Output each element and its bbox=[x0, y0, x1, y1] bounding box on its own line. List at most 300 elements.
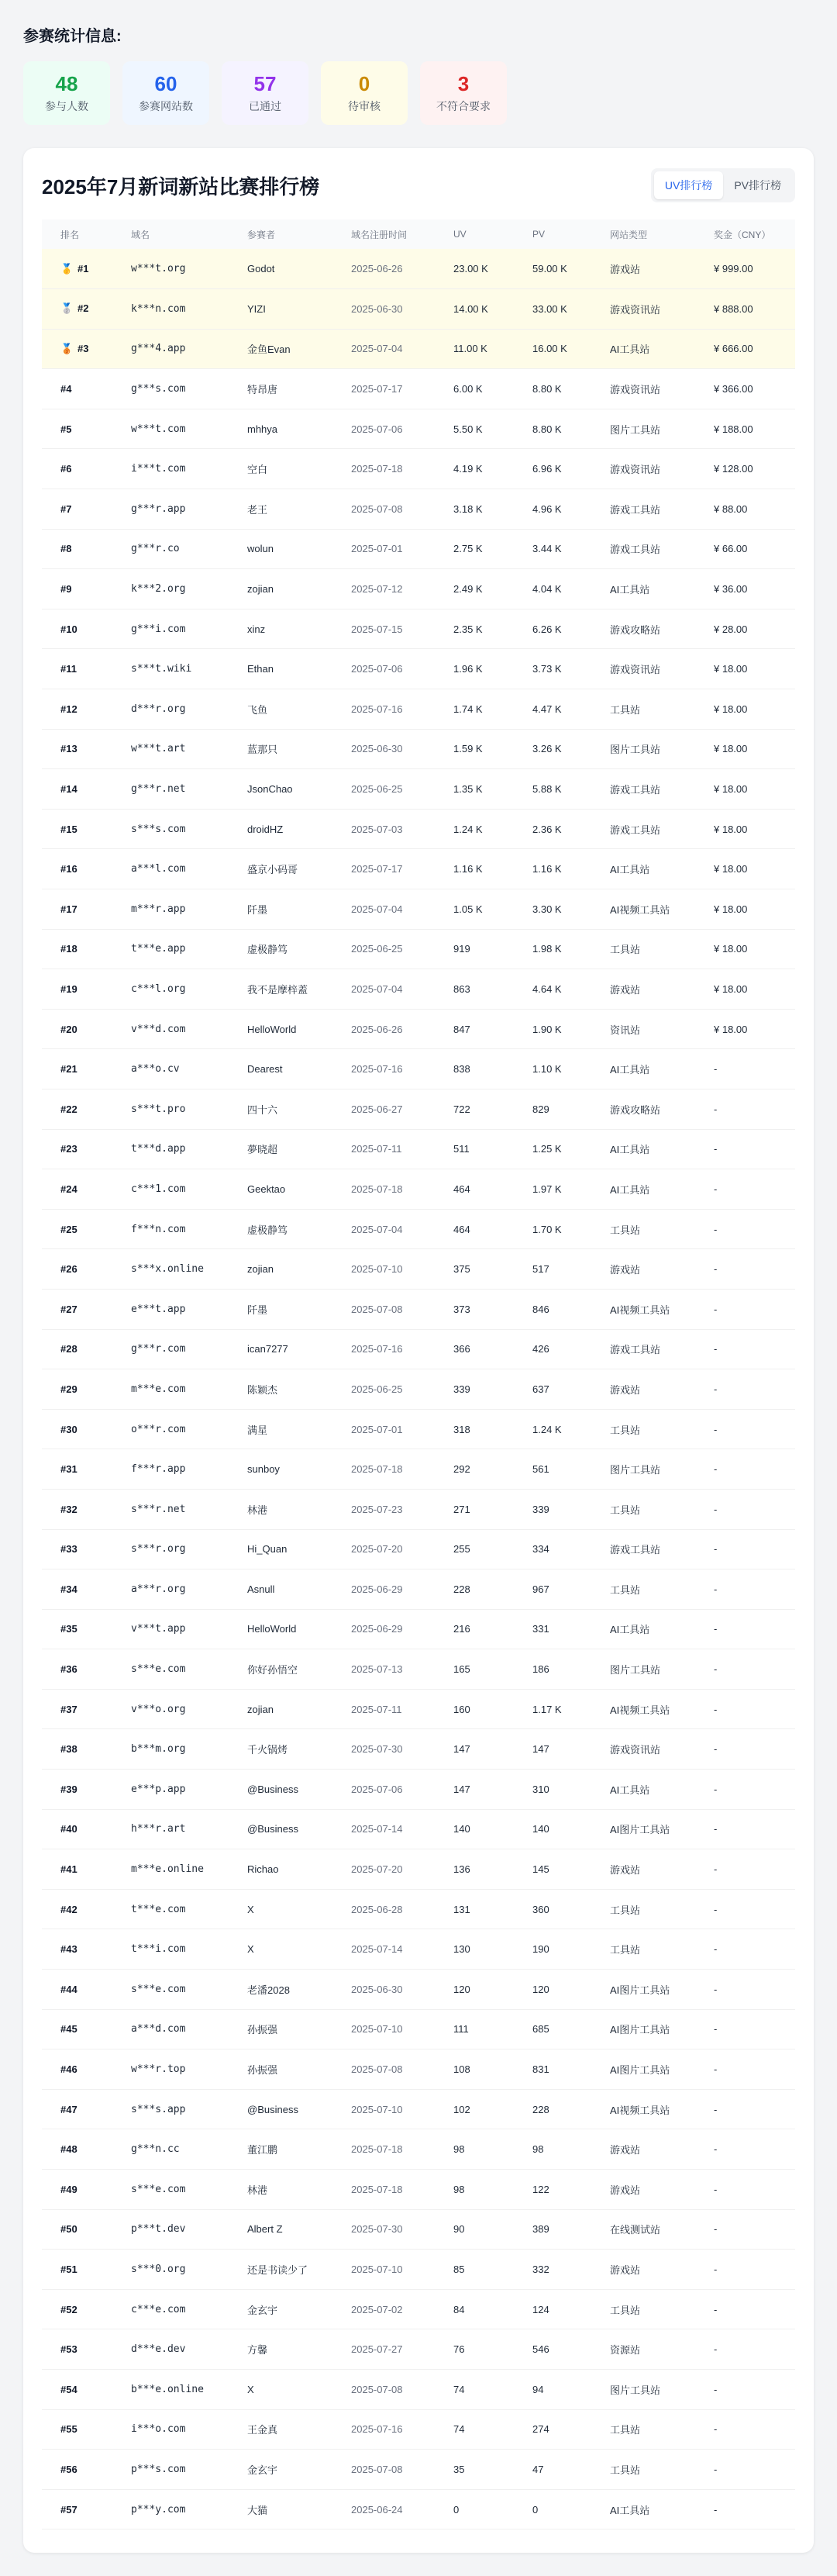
rank-cell: #47 bbox=[42, 2089, 112, 2129]
domain-cell: v***o.org bbox=[112, 1689, 229, 1729]
domain-cell: s***s.com bbox=[112, 809, 229, 849]
table-row bbox=[42, 969, 795, 1010]
domain-cell: t***e.app bbox=[112, 929, 229, 969]
uv-cell: 1.16 K bbox=[435, 849, 514, 889]
player-cell: zojian bbox=[229, 1249, 332, 1290]
domain-cell: v***d.com bbox=[112, 1009, 229, 1049]
table-row bbox=[42, 1689, 795, 1729]
domain-cell: s***s.app bbox=[112, 2089, 229, 2129]
prize-cell: - bbox=[695, 1770, 795, 1810]
prize-cell: ¥ 18.00 bbox=[695, 969, 795, 1010]
table-row bbox=[42, 2049, 795, 2090]
table-row bbox=[42, 2089, 795, 2129]
player-cell: mhhya bbox=[229, 409, 332, 449]
site-type-cell: 图片工具站 bbox=[591, 409, 695, 449]
uv-cell: 863 bbox=[435, 969, 514, 1010]
domain-cell: c***1.com bbox=[112, 1169, 229, 1210]
prize-cell: - bbox=[695, 2289, 795, 2329]
rank-cell: #15 bbox=[42, 809, 112, 849]
prize-cell: - bbox=[695, 2329, 795, 2370]
rank-cell: #11 bbox=[42, 649, 112, 689]
prize-cell: - bbox=[695, 1209, 795, 1249]
reg-date-cell: 2025-07-27 bbox=[332, 2329, 435, 2370]
site-type-cell: 资源站 bbox=[591, 2329, 695, 2370]
prize-cell: - bbox=[695, 1929, 795, 1970]
prize-cell: - bbox=[695, 1369, 795, 1410]
reg-date-cell: 2025-07-23 bbox=[332, 1489, 435, 1529]
pv-cell: 332 bbox=[514, 2250, 591, 2290]
rank-cell: #56 bbox=[42, 2450, 112, 2490]
rank-cell bbox=[42, 249, 112, 289]
uv-cell: 464 bbox=[435, 1169, 514, 1210]
prize-cell: ¥ 18.00 bbox=[695, 1009, 795, 1049]
pv-cell: 6.26 K bbox=[514, 609, 591, 649]
prize-cell: - bbox=[695, 2089, 795, 2129]
col-header-prize: 奖金（CNY） bbox=[714, 229, 771, 240]
prize-cell: ¥ 18.00 bbox=[695, 929, 795, 969]
player-cell: 方馨 bbox=[229, 2329, 332, 2370]
reg-date-cell: 2025-07-30 bbox=[332, 1729, 435, 1770]
pv-cell: 1.97 K bbox=[514, 1169, 591, 1210]
player-cell: Geektao bbox=[229, 1169, 332, 1210]
reg-date-cell: 2025-07-01 bbox=[332, 529, 435, 569]
reg-date-cell: 2025-07-30 bbox=[332, 2209, 435, 2250]
rank-cell: #10 bbox=[42, 609, 112, 649]
player-cell: @Business bbox=[229, 1770, 332, 1810]
table-row bbox=[42, 1770, 795, 1810]
prize-cell: - bbox=[695, 2049, 795, 2090]
uv-cell: 98 bbox=[435, 2129, 514, 2170]
player-cell: sunboy bbox=[229, 1449, 332, 1490]
rank-cell: #20 bbox=[42, 1009, 112, 1049]
rank-cell: #22 bbox=[42, 1089, 112, 1129]
table-row bbox=[42, 2409, 795, 2450]
domain-cell: g***r.net bbox=[112, 769, 229, 810]
pv-cell: 2.36 K bbox=[514, 809, 591, 849]
site-type-cell: AI工具站 bbox=[591, 1049, 695, 1089]
pv-cell: 145 bbox=[514, 1849, 591, 1890]
domain-cell: a***d.com bbox=[112, 2009, 229, 2049]
domain-cell: p***y.com bbox=[112, 2489, 229, 2529]
reg-date-cell: 2025-07-08 bbox=[332, 1289, 435, 1329]
player-cell: YIZI bbox=[229, 289, 332, 330]
uv-cell: 1.24 K bbox=[435, 809, 514, 849]
prize-cell: - bbox=[695, 1849, 795, 1890]
site-type-cell: AI视频工具站 bbox=[591, 1689, 695, 1729]
player-cell: 虚极静笃 bbox=[229, 1209, 332, 1249]
player-cell: 阡墨 bbox=[229, 1289, 332, 1329]
site-type-cell: AI工具站 bbox=[591, 2489, 695, 2529]
pv-cell: 546 bbox=[514, 2329, 591, 2370]
table-row bbox=[42, 729, 795, 769]
prize-cell: ¥ 366.00 bbox=[695, 369, 795, 409]
reg-date-cell: 2025-07-17 bbox=[332, 369, 435, 409]
site-type-cell: AI视频工具站 bbox=[591, 889, 695, 930]
col-header-site-type: 网站类型 bbox=[610, 229, 648, 240]
player-cell: JsonChao bbox=[229, 769, 332, 810]
table-row bbox=[42, 2289, 795, 2329]
uv-cell: 1.35 K bbox=[435, 769, 514, 810]
table-row bbox=[42, 1809, 795, 1849]
uv-cell: 102 bbox=[435, 2089, 514, 2129]
reg-date-cell: 2025-07-10 bbox=[332, 1249, 435, 1290]
prize-cell: ¥ 18.00 bbox=[695, 649, 795, 689]
domain-cell: s***x.online bbox=[112, 1249, 229, 1290]
pv-cell: 8.80 K bbox=[514, 409, 591, 449]
prize-cell: - bbox=[695, 1649, 795, 1690]
prize-cell: - bbox=[695, 1249, 795, 1290]
stat-card-pending bbox=[321, 61, 408, 125]
prize-cell: - bbox=[695, 1729, 795, 1770]
table-row bbox=[42, 1729, 795, 1770]
domain-cell: f***r.app bbox=[112, 1449, 229, 1490]
domain-cell: w***t.org bbox=[112, 249, 229, 289]
reg-date-cell: 2025-07-08 bbox=[332, 2450, 435, 2490]
table-row bbox=[42, 609, 795, 649]
rank-cell: #17 bbox=[42, 889, 112, 930]
table-row bbox=[42, 1249, 795, 1290]
domain-cell: p***s.com bbox=[112, 2450, 229, 2490]
uv-cell: 165 bbox=[435, 1649, 514, 1690]
player-cell: 老潘2028 bbox=[229, 1970, 332, 2010]
prize-cell: - bbox=[695, 2250, 795, 2290]
table-header-row bbox=[42, 219, 795, 249]
pv-cell: 120 bbox=[514, 1970, 591, 2010]
uv-cell: 147 bbox=[435, 1770, 514, 1810]
domain-cell: s***e.com bbox=[112, 1649, 229, 1690]
reg-date-cell: 2025-06-30 bbox=[332, 289, 435, 330]
domain-cell: t***e.com bbox=[112, 1889, 229, 1929]
table-row bbox=[42, 1009, 795, 1049]
site-type-cell: 工具站 bbox=[591, 2409, 695, 2450]
prize-cell: ¥ 128.00 bbox=[695, 449, 795, 489]
uv-cell: 130 bbox=[435, 1929, 514, 1970]
reg-date-cell: 2025-06-25 bbox=[332, 769, 435, 810]
table-row bbox=[42, 569, 795, 609]
pv-cell: 147 bbox=[514, 1729, 591, 1770]
pv-cell: 331 bbox=[514, 1609, 591, 1649]
prize-cell: - bbox=[695, 2009, 795, 2049]
prize-cell: - bbox=[695, 1169, 795, 1210]
site-type-cell: 工具站 bbox=[591, 2289, 695, 2329]
site-type-cell: 游戏资讯站 bbox=[591, 649, 695, 689]
player-cell: 董江鹏 bbox=[229, 2129, 332, 2170]
player-cell: 陈颖杰 bbox=[229, 1369, 332, 1410]
site-type-cell: AI工具站 bbox=[591, 1770, 695, 1810]
uv-cell: 90 bbox=[435, 2209, 514, 2250]
reg-date-cell: 2025-07-11 bbox=[332, 1689, 435, 1729]
table-row bbox=[42, 2450, 795, 2490]
table-row bbox=[42, 1569, 795, 1610]
uv-cell: 318 bbox=[435, 1409, 514, 1449]
pv-cell: 94 bbox=[514, 2369, 591, 2409]
uv-cell: 23.00 K bbox=[435, 249, 514, 289]
domain-cell: s***0.org bbox=[112, 2250, 229, 2290]
leaderboard-title: 2025年7月新词新站比赛排行榜 bbox=[42, 174, 320, 199]
pv-cell: 3.44 K bbox=[514, 529, 591, 569]
uv-cell: 464 bbox=[435, 1209, 514, 1249]
domain-cell: g***s.com bbox=[112, 369, 229, 409]
rank-cell: #19 bbox=[42, 969, 112, 1010]
table-row bbox=[42, 449, 795, 489]
player-cell: 老王 bbox=[229, 489, 332, 530]
rank-cell: #44 bbox=[42, 1970, 112, 2010]
domain-cell: e***t.app bbox=[112, 1289, 229, 1329]
player-cell: wolun bbox=[229, 529, 332, 569]
pv-cell: 3.26 K bbox=[514, 729, 591, 769]
table-row bbox=[42, 649, 795, 689]
player-cell: 千火锅烤 bbox=[229, 1729, 332, 1770]
reg-date-cell: 2025-06-30 bbox=[332, 1970, 435, 2010]
domain-cell: g***i.com bbox=[112, 609, 229, 649]
domain-cell: a***o.cv bbox=[112, 1049, 229, 1089]
rank-cell: #57 bbox=[42, 2489, 112, 2529]
table-row bbox=[42, 2129, 795, 2170]
pv-cell: 5.88 K bbox=[514, 769, 591, 810]
reg-date-cell: 2025-07-18 bbox=[332, 2129, 435, 2170]
rank-cell: #14 bbox=[42, 769, 112, 810]
site-type-cell: 工具站 bbox=[591, 689, 695, 730]
site-type-cell: 工具站 bbox=[591, 2450, 695, 2490]
rank-cell: #50 bbox=[42, 2209, 112, 2250]
rank-cell: #53 bbox=[42, 2329, 112, 2370]
leaderboard-header bbox=[42, 168, 795, 202]
site-type-cell: AI工具站 bbox=[591, 1609, 695, 1649]
site-type-cell: 工具站 bbox=[591, 929, 695, 969]
uv-cell: 74 bbox=[435, 2409, 514, 2450]
player-cell: 大猫 bbox=[229, 2489, 332, 2529]
uv-cell: 0 bbox=[435, 2489, 514, 2529]
player-cell: HelloWorld bbox=[229, 1009, 332, 1049]
rank-cell: #42 bbox=[42, 1889, 112, 1929]
reg-date-cell: 2025-07-14 bbox=[332, 1929, 435, 1970]
table-row bbox=[42, 1970, 795, 2010]
reg-date-cell: 2025-07-03 bbox=[332, 809, 435, 849]
rank-cell: #49 bbox=[42, 2170, 112, 2210]
site-type-cell: 游戏资讯站 bbox=[591, 1729, 695, 1770]
table-row bbox=[42, 2170, 795, 2210]
site-type-cell: AI图片工具站 bbox=[591, 2049, 695, 2090]
table-row bbox=[42, 689, 795, 730]
site-type-cell: 工具站 bbox=[591, 1489, 695, 1529]
player-cell: 蓝那只 bbox=[229, 729, 332, 769]
uv-cell: 98 bbox=[435, 2170, 514, 2210]
rank-cell: #32 bbox=[42, 1489, 112, 1529]
prize-cell: - bbox=[695, 1329, 795, 1369]
pv-cell: 846 bbox=[514, 1289, 591, 1329]
prize-cell: ¥ 18.00 bbox=[695, 849, 795, 889]
domain-cell: g***r.app bbox=[112, 489, 229, 530]
reg-date-cell: 2025-07-18 bbox=[332, 449, 435, 489]
player-cell: 王金真 bbox=[229, 2409, 332, 2450]
domain-cell: m***e.com bbox=[112, 1369, 229, 1410]
domain-cell: g***n.cc bbox=[112, 2129, 229, 2170]
uv-cell: 140 bbox=[435, 1809, 514, 1849]
domain-cell: g***r.com bbox=[112, 1329, 229, 1369]
col-header-domain: 域名 bbox=[131, 229, 150, 240]
player-cell: 夢晓超 bbox=[229, 1129, 332, 1169]
pv-cell: 1.10 K bbox=[514, 1049, 591, 1089]
prize-cell: - bbox=[695, 1409, 795, 1449]
uv-cell: 2.75 K bbox=[435, 529, 514, 569]
reg-date-cell: 2025-07-20 bbox=[332, 1529, 435, 1569]
table-row bbox=[42, 2329, 795, 2370]
site-type-cell: 图片工具站 bbox=[591, 1449, 695, 1490]
tab-uv-ranking[interactable]: UV排行榜 bbox=[654, 171, 723, 199]
uv-cell: 6.00 K bbox=[435, 369, 514, 409]
prize-cell: ¥ 18.00 bbox=[695, 889, 795, 930]
prize-cell: ¥ 888.00 bbox=[695, 289, 795, 330]
site-type-cell: 游戏工具站 bbox=[591, 809, 695, 849]
reg-date-cell: 2025-07-02 bbox=[332, 2289, 435, 2329]
prize-cell: ¥ 18.00 bbox=[695, 729, 795, 769]
site-type-cell: 游戏资讯站 bbox=[591, 449, 695, 489]
rank-cell: #48 bbox=[42, 2129, 112, 2170]
stat-value: 3 bbox=[457, 72, 470, 95]
site-type-cell: 游戏站 bbox=[591, 2129, 695, 2170]
col-header-rank: 排名 bbox=[60, 229, 80, 240]
table-row bbox=[42, 929, 795, 969]
medal-icon: 🥈 bbox=[60, 302, 74, 315]
pv-cell: 47 bbox=[514, 2450, 591, 2490]
uv-cell: 160 bbox=[435, 1689, 514, 1729]
prize-cell: ¥ 66.00 bbox=[695, 529, 795, 569]
player-cell: Asnull bbox=[229, 1569, 332, 1610]
prize-cell: - bbox=[695, 1449, 795, 1490]
rank-cell: #39 bbox=[42, 1770, 112, 1810]
prize-cell: ¥ 18.00 bbox=[695, 769, 795, 810]
reg-date-cell: 2025-07-06 bbox=[332, 649, 435, 689]
uv-cell: 366 bbox=[435, 1329, 514, 1369]
prize-cell: - bbox=[695, 1529, 795, 1569]
site-type-cell: 图片工具站 bbox=[591, 2369, 695, 2409]
reg-date-cell: 2025-07-08 bbox=[332, 2049, 435, 2090]
site-type-cell: 工具站 bbox=[591, 1569, 695, 1610]
site-type-cell: 工具站 bbox=[591, 1209, 695, 1249]
site-type-cell: 图片工具站 bbox=[591, 729, 695, 769]
site-type-cell: AI工具站 bbox=[591, 1129, 695, 1169]
table-row bbox=[42, 2250, 795, 2290]
stats-row bbox=[23, 61, 814, 125]
reg-date-cell: 2025-07-08 bbox=[332, 489, 435, 530]
prize-cell: ¥ 28.00 bbox=[695, 609, 795, 649]
leaderboard-table bbox=[42, 219, 795, 2529]
pv-cell: 4.64 K bbox=[514, 969, 591, 1010]
table-row bbox=[42, 1209, 795, 1249]
player-cell: 孙振强 bbox=[229, 2009, 332, 2049]
rank-cell: #41 bbox=[42, 1849, 112, 1890]
prize-cell: - bbox=[695, 1569, 795, 1610]
reg-date-cell: 2025-07-13 bbox=[332, 1649, 435, 1690]
reg-date-cell: 2025-07-16 bbox=[332, 1049, 435, 1089]
table-row bbox=[42, 1089, 795, 1129]
rank-cell: #36 bbox=[42, 1649, 112, 1690]
stat-label: 待审核 bbox=[348, 100, 381, 112]
player-cell: 飞鱼 bbox=[229, 689, 332, 730]
player-cell: 金鱼Evan bbox=[229, 329, 332, 369]
pv-cell: 186 bbox=[514, 1649, 591, 1690]
domain-cell: i***o.com bbox=[112, 2409, 229, 2450]
uv-cell: 14.00 K bbox=[435, 289, 514, 330]
tab-pv-ranking[interactable]: PV排行榜 bbox=[723, 171, 792, 199]
pv-cell: 16.00 K bbox=[514, 329, 591, 369]
table-row bbox=[42, 1049, 795, 1089]
rank-cell: #55 bbox=[42, 2409, 112, 2450]
rank-cell: #40 bbox=[42, 1809, 112, 1849]
uv-cell: 339 bbox=[435, 1369, 514, 1410]
player-cell: X bbox=[229, 1889, 332, 1929]
site-type-cell: AI图片工具站 bbox=[591, 1970, 695, 2010]
rank-cell: #16 bbox=[42, 849, 112, 889]
pv-cell: 0 bbox=[514, 2489, 591, 2529]
pv-cell: 3.30 K bbox=[514, 889, 591, 930]
table-row bbox=[42, 1849, 795, 1890]
reg-date-cell: 2025-06-29 bbox=[332, 1569, 435, 1610]
player-cell: X bbox=[229, 2369, 332, 2409]
table-row bbox=[42, 249, 795, 289]
uv-cell: 292 bbox=[435, 1449, 514, 1490]
uv-cell: 847 bbox=[435, 1009, 514, 1049]
site-type-cell: 游戏站 bbox=[591, 2170, 695, 2210]
stat-label: 参赛网站数 bbox=[139, 100, 193, 112]
domain-cell: a***l.com bbox=[112, 849, 229, 889]
rank-cell: #45 bbox=[42, 2009, 112, 2049]
reg-date-cell: 2025-07-06 bbox=[332, 1770, 435, 1810]
player-cell: Richao bbox=[229, 1849, 332, 1890]
domain-cell: h***r.art bbox=[112, 1809, 229, 1849]
uv-cell: 919 bbox=[435, 929, 514, 969]
domain-cell: w***t.com bbox=[112, 409, 229, 449]
pv-cell: 1.17 K bbox=[514, 1689, 591, 1729]
rank-cell: #38 bbox=[42, 1729, 112, 1770]
reg-date-cell: 2025-07-12 bbox=[332, 569, 435, 609]
table-row bbox=[42, 2209, 795, 2250]
reg-date-cell: 2025-07-16 bbox=[332, 689, 435, 730]
table-row bbox=[42, 1289, 795, 1329]
table-row bbox=[42, 489, 795, 530]
table-row bbox=[42, 529, 795, 569]
rank-cell: #7 bbox=[42, 489, 112, 530]
pv-cell: 360 bbox=[514, 1889, 591, 1929]
site-type-cell: 图片工具站 bbox=[591, 1649, 695, 1690]
rank-cell: #30 bbox=[42, 1409, 112, 1449]
uv-cell: 228 bbox=[435, 1569, 514, 1610]
prize-cell: ¥ 18.00 bbox=[695, 689, 795, 730]
player-cell: ican7277 bbox=[229, 1329, 332, 1369]
pv-cell: 6.96 K bbox=[514, 449, 591, 489]
prize-cell: - bbox=[695, 1129, 795, 1169]
reg-date-cell: 2025-07-18 bbox=[332, 2170, 435, 2210]
stat-value: 57 bbox=[253, 72, 277, 95]
site-type-cell: AI图片工具站 bbox=[591, 2009, 695, 2049]
pv-cell: 389 bbox=[514, 2209, 591, 2250]
player-cell: 金玄宇 bbox=[229, 2289, 332, 2329]
reg-date-cell: 2025-07-04 bbox=[332, 1209, 435, 1249]
reg-date-cell: 2025-06-25 bbox=[332, 929, 435, 969]
player-cell: xinz bbox=[229, 609, 332, 649]
rank-cell: #18 bbox=[42, 929, 112, 969]
site-type-cell: AI视频工具站 bbox=[591, 1289, 695, 1329]
domain-cell: p***t.dev bbox=[112, 2209, 229, 2250]
player-cell: 特昂唐 bbox=[229, 369, 332, 409]
pv-cell: 561 bbox=[514, 1449, 591, 1490]
uv-cell: 5.50 K bbox=[435, 409, 514, 449]
reg-date-cell: 2025-06-26 bbox=[332, 249, 435, 289]
rank-cell: #26 bbox=[42, 1249, 112, 1290]
prize-cell: - bbox=[695, 2409, 795, 2450]
prize-cell: - bbox=[695, 1089, 795, 1129]
rank-cell: #51 bbox=[42, 2250, 112, 2290]
